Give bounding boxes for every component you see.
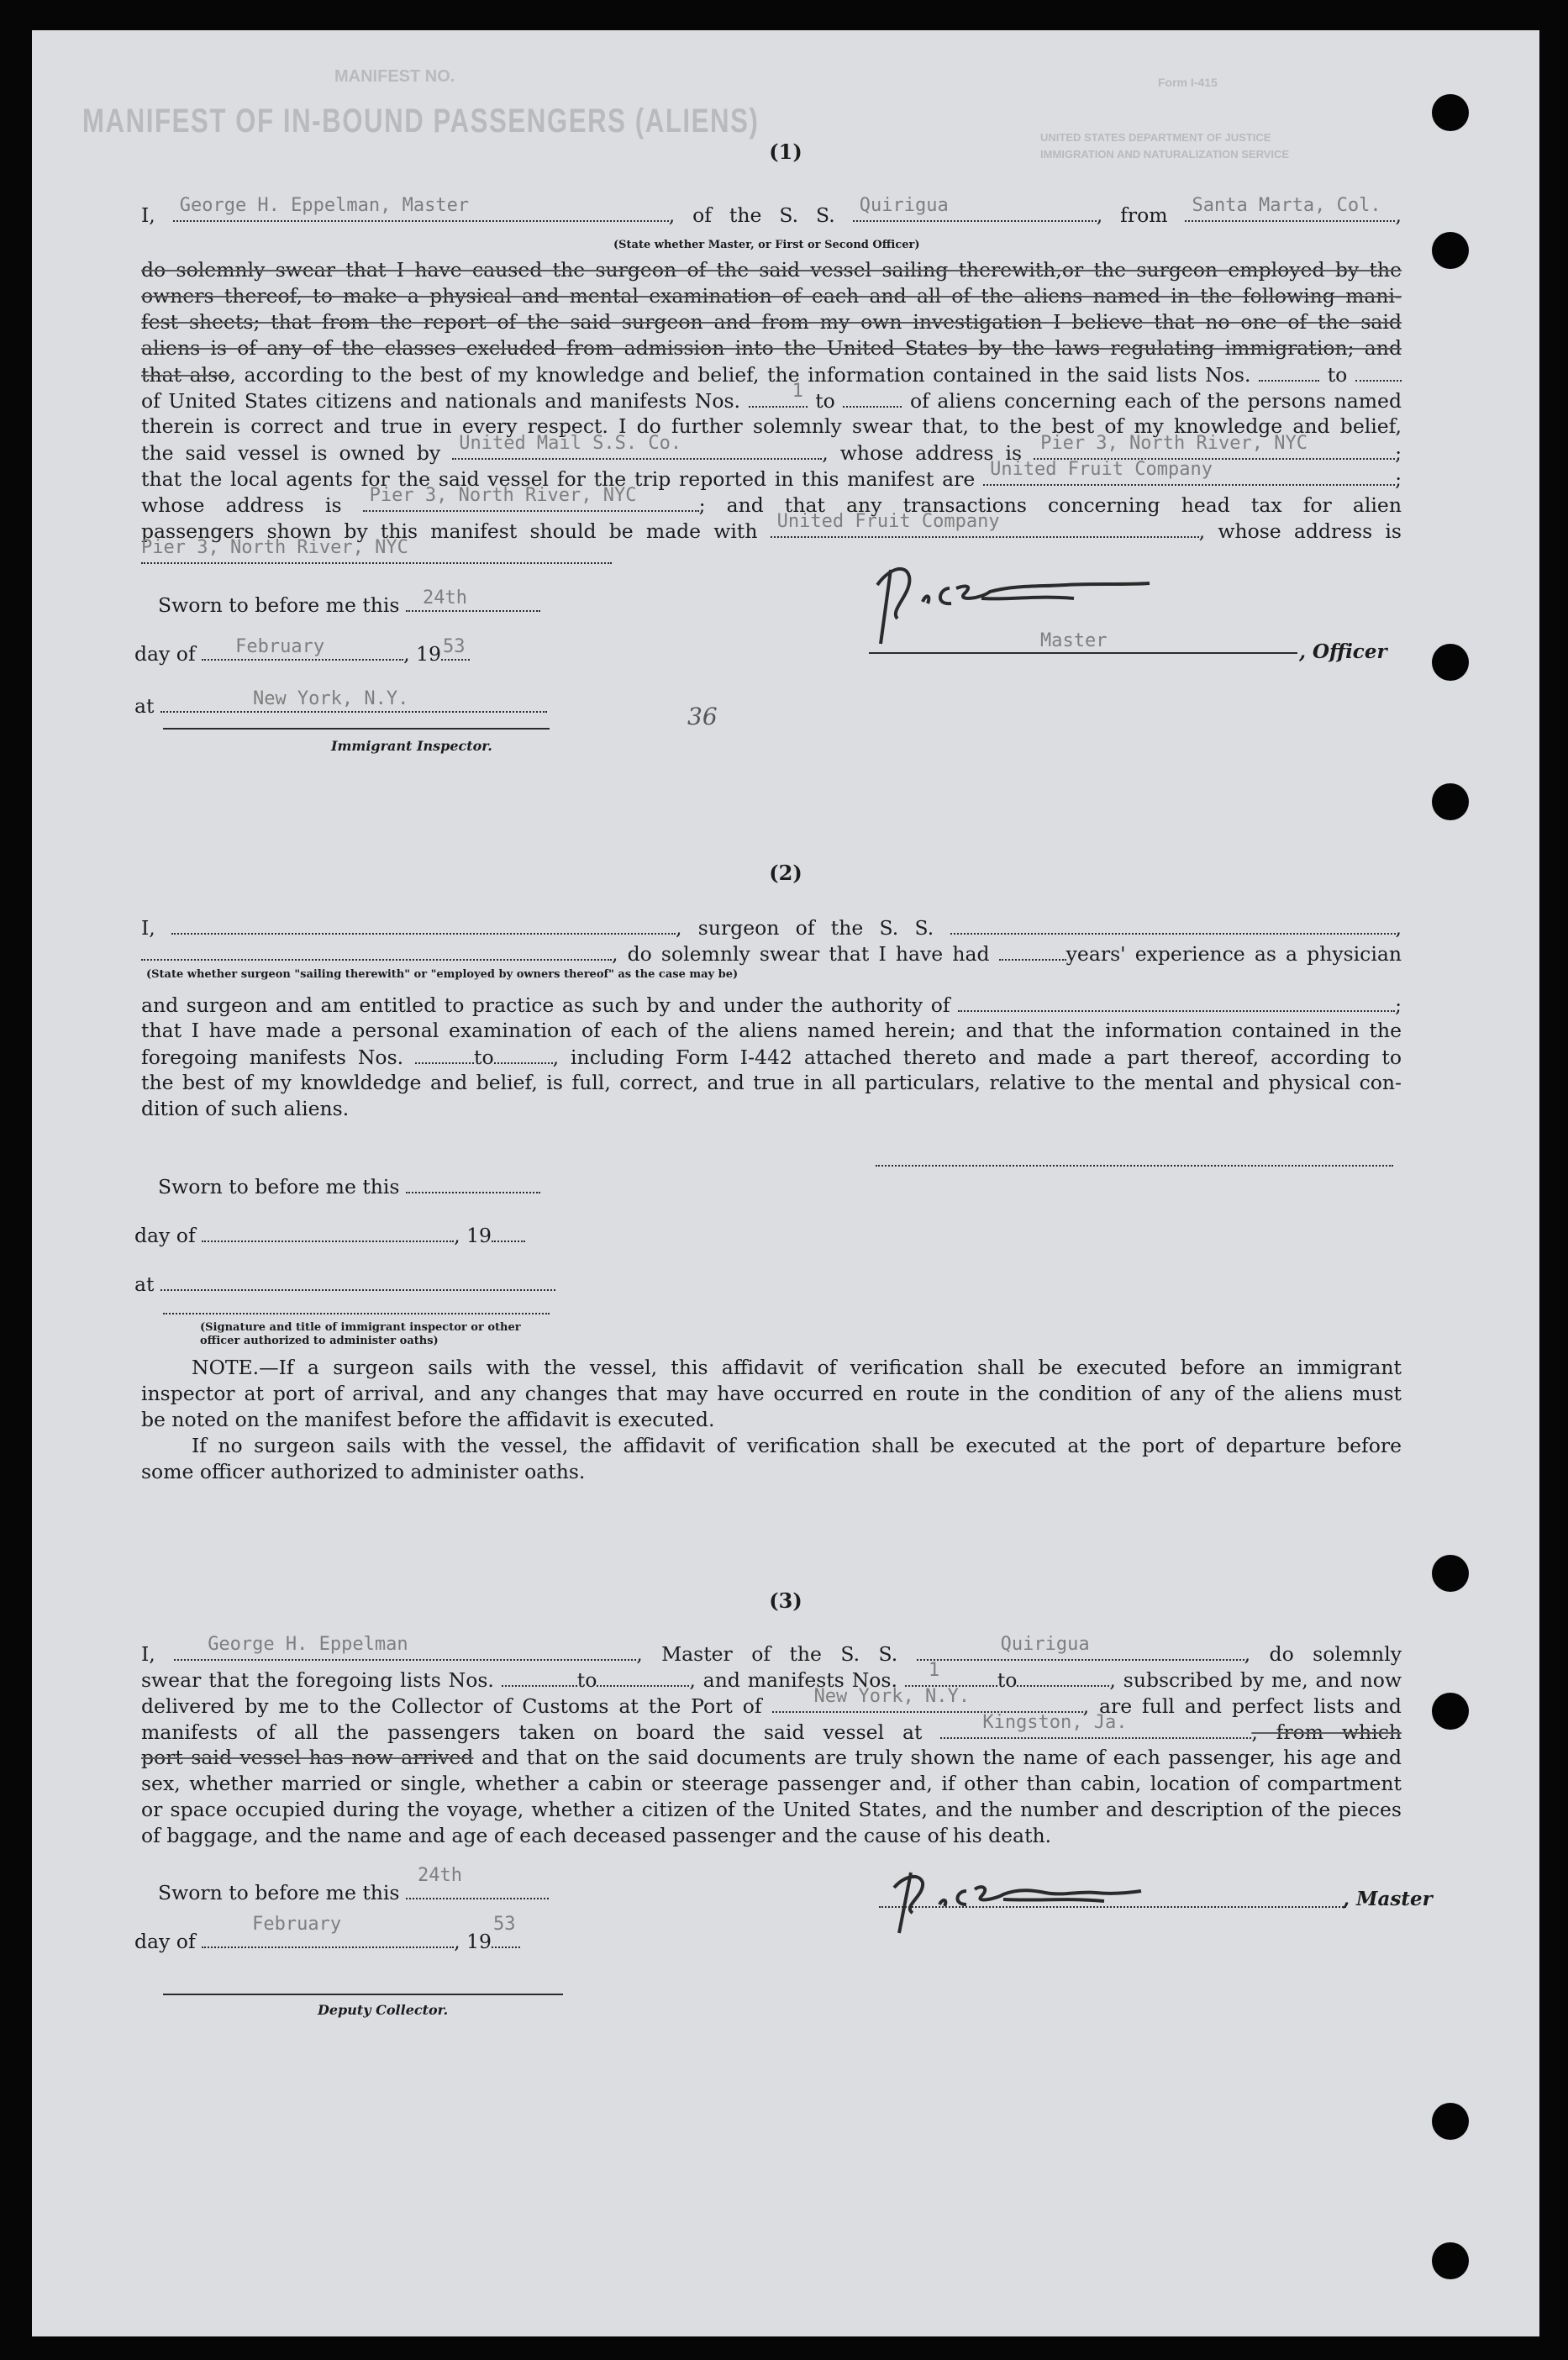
tax-agent-field [771,511,1199,538]
text: at [134,1272,155,1296]
day-of-line [134,1222,525,1247]
text: swear that the foregoing lists Nos. [141,1668,494,1692]
text: , 19 [454,1930,492,1953]
text: to [1327,363,1348,387]
text: foregoing manifests Nos. [141,1046,404,1069]
text: , whose address is [822,441,1023,465]
master-name: George H. Eppelman [208,1634,408,1655]
text: , [1395,203,1402,227]
text: , 19 [403,642,441,666]
state-note: (State whether surgeon "sailing therewith" or "employed by owners thereof" as the case may be) [146,968,739,981]
at-line [134,1271,555,1296]
master-name-field [173,195,669,222]
text-line: sex, whether married or single, whether a cabin or steerage passenger and, if other than cabin, location of compartment [141,1772,1402,1795]
text: , 19 [454,1224,492,1247]
text: of United States citizens and nationals and manifests Nos. [141,389,741,413]
agents-address: Pier 3, North River, NYC [369,485,637,506]
punch-hole [1432,1555,1469,1592]
text: to [474,1046,494,1069]
struck-text: that also [141,363,230,387]
text-line: of baggage, and the name and age of each deceased passenger and the cause of his death. [141,1824,1052,1847]
inspector-signature-line [163,728,550,730]
agents: United Fruit Company [990,459,1213,480]
section-number: (3) [769,1588,802,1613]
text: years' experience as a physician [1066,942,1402,966]
struck-text: report of the said surgeon and from my own investigation I believe that no one of the said [423,310,1402,334]
month-field [202,636,403,661]
list-to-field [1355,361,1402,382]
text-line: or space occupied during the voyage, whether a citizen of the United States, and the number and description of the pieces [141,1798,1402,1821]
state-note: (State whether Master, or First or Second Officer) [613,239,920,251]
month-field [202,1222,454,1242]
text: that the local agents for the said vessel for the trip reported in this manifest are [141,467,976,491]
manifest-from-field [415,1044,474,1064]
punch-hole [1432,232,1469,269]
officer-signature [872,551,1192,652]
sworn-day: 24th [422,587,467,608]
struck-text: port said vessel has now arrived [141,1746,474,1769]
port-boarded-field [940,1712,1251,1739]
text-line: dition of such aliens. [141,1097,350,1120]
sworn-day: 24th [417,1865,462,1886]
port: New York, N.Y. [813,1686,970,1707]
text: Sworn to before me this [158,1175,400,1198]
vessel-name: Quirigua [1000,1634,1090,1655]
text: passengers shown by this manifest should be made with [141,519,758,543]
margin-scribble: 36 [687,703,718,730]
text: , according to the best of my knowledge and belief, the information contained in the said lists Nos. [229,363,1251,387]
sworn-line [158,1173,540,1198]
text: I, [141,203,155,227]
text-line: therein is correct and true in every respect. I do further solemnly swear that, to the best of my knowledge and belief, [141,414,1402,438]
year: 53 [492,1914,516,1935]
text: day of [134,1224,196,1247]
officer-caption: , Officer [1299,640,1387,663]
manifest-to-field [1017,1667,1109,1687]
official-signature-line [163,1313,550,1314]
tax-address-field [141,537,612,564]
inspector-caption: Immigrant Inspector. [331,738,492,754]
at-line [134,688,547,718]
agents-address-field [363,485,699,512]
master-signature [877,1862,1146,1938]
place-field [160,1271,555,1291]
text: to [576,1668,597,1692]
text: , Master of the S. S. [636,1642,898,1666]
struck-text: , from which [1251,1720,1402,1744]
text: day of [134,642,196,666]
struck-line: do solemnly swear that I have caused the surgeon of the said vessel sailing therewith,or the surgeon employed by the [141,258,1402,282]
text-line: that I have made a personal examination of each of the aliens named herein; and that the information contained in the [141,1019,1402,1042]
manifest-from: 1 [792,381,803,402]
punch-hole [1432,2242,1469,2279]
text: at [134,694,155,718]
text: , [1395,916,1402,940]
owner-address: Pier 3, North River, NYC [1040,433,1308,454]
text: the said vessel is owned by [141,441,441,465]
faint-service: IMMIGRATION AND NATURALIZATION SERVICE [1040,148,1290,161]
authority-field [958,992,1395,1012]
master-name: George H. Eppelman, Master [179,195,470,216]
tax-agent: United Fruit Company [776,511,1000,532]
text: delivered by me to the Collector of Customs at the Port of [141,1694,762,1718]
text: whose address is [141,493,342,517]
text: ; [1395,441,1402,465]
struck-line: owners thereof, to make a physical and mental examination of each and all of the aliens named in the following mani- [141,284,1402,308]
text: , surgeon of the S. S. [676,916,934,940]
collector-caption: Deputy Collector. [318,2002,449,2018]
vessel-field [853,195,1097,222]
text: , from [1096,203,1168,227]
surgeon-vessel-field [950,914,1396,935]
faint-dept: UNITED STATES DEPARTMENT OF JUSTICE [1040,131,1271,144]
owner: United Mail S.S. Co. [459,433,682,454]
owner-field [452,433,822,460]
text: —If a surgeon sails with the vessel, this affidavit of verification shall be executed before an immigrant [259,1356,1402,1379]
text: ; and that any transactions concerning head tax for alien [698,493,1402,517]
sworn-line [158,587,540,617]
punch-hole [1432,644,1469,681]
text: manifests of all the passengers taken on board the said vessel at [141,1720,923,1744]
officer-signature-line [869,652,1297,654]
punch-hole [1432,1693,1469,1730]
text-line: the best of my knowldedge and belief, is full, correct, and true in all particulars, relative to the mental and physical con- [141,1071,1402,1094]
officer-title: Master [1040,630,1108,651]
text: day of [134,1930,196,1953]
text: , do solemnly swear that I have had [612,942,990,966]
vessel-field [917,1634,1244,1661]
list-from-field [1259,361,1319,382]
place: New York, N.Y. [252,688,409,709]
text: , subscribed by me, and now [1109,1668,1402,1692]
text: I, [141,1642,155,1666]
official-caption: (Signature and title of immigrant inspector or other officer authorized to administer oaths) [200,1321,521,1347]
section3-body [141,1634,1402,1849]
text-line: If no surgeon sails with the vessel, the affidavit of verification shall be executed at the port of departure before [192,1434,1402,1457]
text: ; [1395,993,1402,1017]
text: Sworn to before me this [158,1881,400,1904]
text: , are full and perfect lists and [1082,1694,1402,1718]
month: February [235,636,325,657]
text: I, [141,916,155,940]
text: and that on the said documents are truly shown the name of each passenger, his age and [473,1746,1402,1769]
years-field [999,940,1066,961]
punch-hole [1432,94,1469,131]
text-line: some officer authorized to administer oaths. [141,1460,586,1483]
year: 53 [442,636,466,657]
text: , and manifests Nos. [689,1668,897,1692]
section2-note [141,1355,1402,1485]
sworn-line [158,1865,549,1904]
text: Sworn to before me this [158,593,400,617]
text: to [815,389,835,413]
list-from-field [502,1667,577,1687]
year-field [441,636,470,661]
port-from-field [1185,195,1395,222]
text: , of the S. S. [668,203,835,227]
text: , do solemnly [1244,1642,1402,1666]
manifest-page [32,30,1539,2336]
place-field [160,688,547,713]
year-field [492,1914,520,1948]
punch-hole [1432,783,1469,820]
day-of-line [134,636,470,666]
surgeon-signature-line [876,1165,1393,1167]
faint-title: MANIFEST OF IN-BOUND PASSENGERS (ALIENS) [82,103,760,140]
section1-paragraph [141,195,1402,228]
section1-body [141,257,1402,570]
port-boarded: Kingston, Ja. [982,1712,1128,1733]
master-signature-line [879,1906,1346,1908]
master-caption: , Master [1343,1888,1433,1910]
sworn-day-field [406,587,540,612]
manifest-from: 1 [928,1660,940,1681]
sworn-day-field [406,1865,549,1899]
struck-line: aliens is of any of the classes excluded from admission into the United States by the laws regulating immigration; and [141,336,1402,360]
note-label: NOTE. [192,1356,260,1379]
text-line: be noted on the manifest before the affidavit is executed. [141,1408,715,1431]
master-name-field [174,1634,636,1661]
struck-text: fest sheets; that from the [141,310,413,334]
manifest-to-field [843,387,902,408]
section-number: (2) [769,861,802,885]
text: , whose address is [1198,519,1402,543]
month-field [202,1914,454,1948]
sworn-day-field [406,1173,540,1193]
faint-form: Form I-415 [1158,76,1218,89]
text: and surgeon and am entitled to practice as such by and under the authority of [141,993,950,1017]
section2-paragraph [141,914,1402,967]
section-number: (1) [769,140,802,164]
collector-signature-line [163,1994,563,1995]
text: to [997,1668,1018,1692]
faint-manifest-no: MANIFEST NO. [334,67,455,86]
text: ; [1395,467,1402,491]
text: , including Form I-442 attached thereto and made a part thereof, according to [552,1046,1402,1069]
text-line: inspector at port of arrival, and any changes that may have occurred en route in the condition of any of the aliens must [141,1382,1402,1405]
agents-field [983,459,1395,486]
punch-hole [1432,2103,1469,2140]
manifest-to-field [494,1044,553,1064]
manifest-from-field [749,381,808,408]
day-of-line [134,1914,520,1953]
list-to-field [597,1667,689,1687]
text: of aliens concerning each of the persons named [909,389,1402,413]
surgeon-status-field [141,940,612,961]
port-from: Santa Marta, Col. [1192,195,1381,216]
vessel-name: Quirigua [859,195,949,216]
month: February [252,1914,342,1935]
tax-address: Pier 3, North River, NYC [141,537,408,558]
surgeon-name-field [171,914,676,935]
section2-body [141,992,1402,1122]
year-field [492,1222,525,1242]
